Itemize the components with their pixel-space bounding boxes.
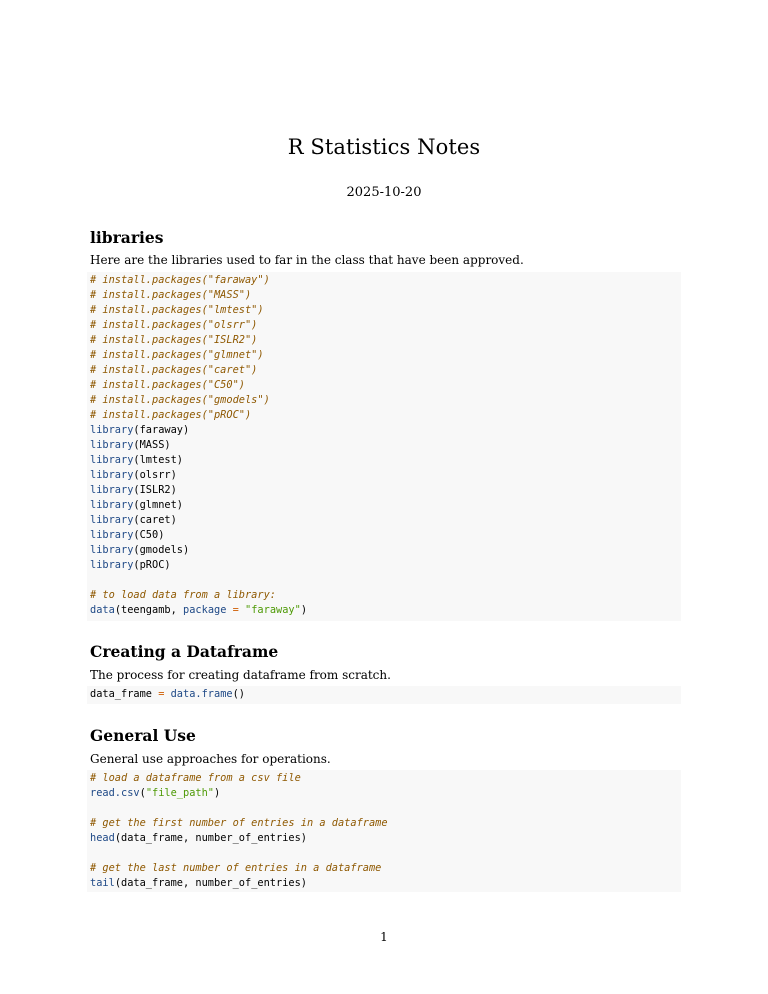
code-line (90, 771, 681, 786)
code-comment: # install.packages("olsrr") (90, 319, 258, 331)
code-line (90, 468, 681, 483)
code-args: (C50) (133, 529, 165, 541)
code-line (90, 348, 681, 363)
code-comment: # install.packages("C50") (90, 379, 245, 391)
code-line (90, 801, 681, 816)
code-line (90, 846, 681, 861)
code-line (90, 363, 681, 378)
code-line (90, 483, 681, 498)
code-args: (data_frame, number_of_entries) (114, 877, 307, 889)
code-line (90, 318, 681, 333)
code-line (90, 687, 681, 702)
code-line: read.csv("file_path") (90, 787, 221, 799)
code-comment: # get the last number of entries in a dataframe (90, 862, 382, 874)
code-string: "faraway" (245, 604, 301, 616)
code-function: library (90, 469, 134, 481)
code-args: (lmtest) (133, 454, 184, 466)
code-comment: # install.packages("faraway") (90, 274, 270, 286)
code-function: library (90, 439, 134, 451)
code-function: library (90, 559, 134, 571)
section-intro-dataframe: The process for creating dataframe from scratch. (90, 668, 391, 682)
code-variable: data_frame (90, 688, 159, 700)
code-operator: = (226, 604, 246, 616)
code-argument-name: package (183, 604, 227, 616)
code-line (90, 423, 681, 438)
code-args: (pROC) (133, 559, 171, 571)
code-args: (faraway) (133, 424, 190, 436)
code-function: library (90, 499, 134, 511)
code-block-dataframe (87, 686, 681, 704)
section-heading-general-use: General Use (90, 726, 196, 745)
code-args: (ISLR2) (133, 484, 177, 496)
code-function: data (90, 604, 115, 616)
section-heading-dataframe: Creating a Dataframe (90, 642, 279, 661)
code-line (90, 573, 681, 588)
code-line (90, 513, 681, 528)
code-args: (teengamb, (114, 604, 184, 616)
document-date: 2025-10-20 (346, 185, 422, 200)
code-line (90, 408, 681, 423)
code-line (90, 861, 681, 876)
code-comment: # to load data from a library: (90, 589, 276, 601)
code-args: (data_frame, number_of_entries) (114, 832, 307, 844)
code-args: () (232, 688, 246, 700)
section-intro-libraries: Here are the libraries used to far in the class that have been approved. (90, 253, 524, 267)
code-comment: # install.packages("caret") (90, 364, 258, 376)
code-block-libraries (87, 272, 681, 621)
code-function: library (90, 544, 134, 556)
document-title: R Statistics Notes (287, 135, 481, 159)
code-args: (olsrr) (133, 469, 177, 481)
code-function: library (90, 514, 134, 526)
code-line (90, 438, 681, 453)
code-line (90, 876, 681, 891)
code-line (90, 588, 681, 603)
code-comment: # install.packages("MASS") (90, 289, 252, 301)
code-function: data.frame (170, 688, 233, 700)
code-function: library (90, 529, 134, 541)
code-comment: # get the first number of entries in a dataframe (90, 817, 388, 829)
code-args: (MASS) (133, 439, 171, 451)
section-heading-libraries: libraries (90, 228, 164, 247)
code-line (90, 378, 681, 393)
code-line (90, 393, 681, 408)
page-number: 1 (380, 930, 388, 944)
code-line (90, 543, 681, 558)
code-comment: # install.packages("gmodels") (90, 394, 270, 406)
code-line (90, 303, 681, 318)
code-function: library (90, 424, 134, 436)
code-function: read.csv (90, 787, 140, 799)
code-line (90, 288, 681, 303)
code-line (90, 498, 681, 513)
section-intro-general-use: General use approaches for operations. (90, 752, 331, 766)
code-comment: # load a dataframe from a csv file (90, 772, 301, 784)
code-comment: # install.packages("ISLR2") (90, 334, 258, 346)
code-function: library (90, 454, 134, 466)
code-comment: # install.packages("glmnet") (90, 349, 264, 361)
code-line (90, 528, 681, 543)
code-comment: # install.packages("lmtest") (90, 304, 264, 316)
code-function: head (90, 832, 115, 844)
code-string: "file_path" (145, 787, 215, 799)
code-line (90, 453, 681, 468)
code-block-general-use (87, 770, 681, 892)
code-function: tail (90, 877, 115, 889)
code-args: (gmodels) (133, 544, 190, 556)
code-args: (glmnet) (133, 499, 184, 511)
code-line (90, 831, 681, 846)
code-line (90, 816, 681, 831)
code-args: (caret) (133, 514, 177, 526)
code-operator: = (158, 688, 165, 700)
code-function: library (90, 484, 134, 496)
code-line (90, 333, 681, 348)
code-comment: # install.packages("pROC") (90, 409, 252, 421)
code-line: data(teengamb, package = "faraway") (90, 604, 308, 616)
code-line (90, 558, 681, 573)
code-line (90, 273, 681, 288)
